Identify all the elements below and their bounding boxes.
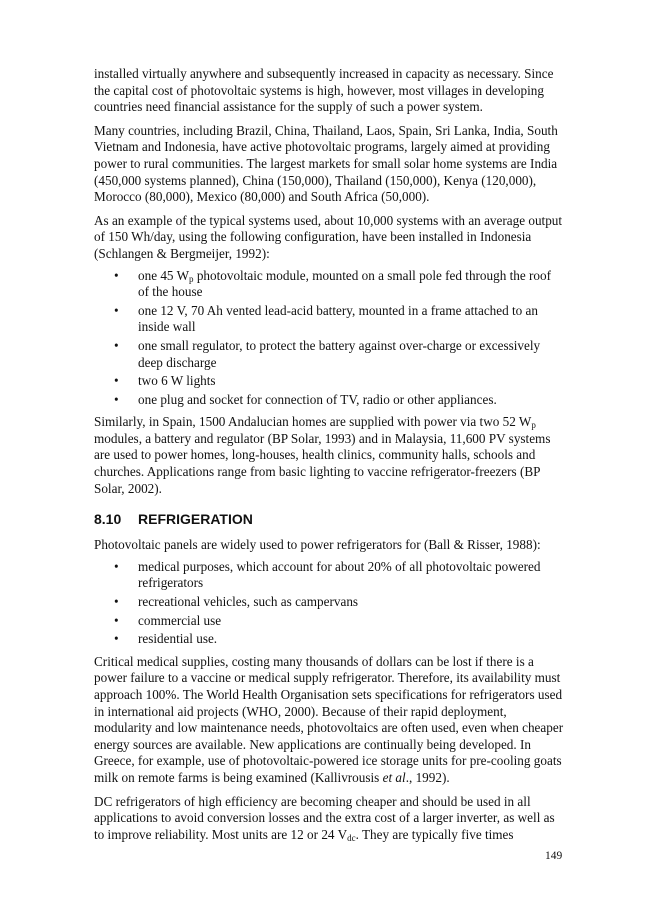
list-item: • two 6 W lights xyxy=(114,373,216,389)
list-item: • residential use. xyxy=(114,631,218,647)
bullet-icon: • xyxy=(114,302,119,318)
section-number: 8.10 xyxy=(94,511,122,528)
paragraph-countries: Many countries, including Brazil, China, Thailand, Laos, Spain, Sri Lanka, India, South Vietnam and Indonesia, have active photovoltaic programs, largely aimed at providing power to rural communities. The largest markets for small solar home systems are India (450,000 systems planned), China (150,000), Thailand (150,000), Kenya (120,000), Morocco (80,000), Mexico (80,000) and South Africa (50,000). xyxy=(94,122,558,205)
page-body xyxy=(94,66,564,850)
bullet-icon: • xyxy=(114,631,119,647)
list-item: • one 45 $W_p$ photovoltaic module, mounted on a small pole fed through the roof of the house xyxy=(114,267,551,300)
section-title: REFRIGERATION xyxy=(138,511,253,528)
list-item: • one small regulator, to protect the battery against over-charge or excessively deep discharge xyxy=(114,337,541,370)
section-heading xyxy=(94,511,564,528)
list-item: • recreational vehicles, such as campervans xyxy=(114,594,359,610)
bullet-icon: • xyxy=(114,594,119,610)
paragraph-intro: installed virtually anywhere and subsequently increased in capacity as necessary. Since the capital cost of photovoltaic systems is high, however, most villages in developing countries need financial assistance for the supply of such a power system. xyxy=(94,66,554,115)
paragraph-spain-malaysia: Similarly, in Spain, 1500 Andalucian homes are supplied with power via two 52 $W_p$ modules, a battery and regulator (BP Solar, 1993) and in Malaysia, 11,600 PV systems are used to power homes, long-houses, health clinics, community halls, schools and churches. Applications range from basic lighting to vaccine refrigerator-freezers (BP Solar, 2002). xyxy=(94,414,551,496)
refrigeration-uses-list xyxy=(94,559,564,648)
system-configuration-list xyxy=(94,268,564,409)
bullet-icon: • xyxy=(114,558,119,574)
list-item: • one plug and socket for connection of TV, radio or other appliances. xyxy=(114,391,497,407)
bullet-icon: • xyxy=(114,337,119,353)
bullet-icon: • xyxy=(114,391,119,407)
list-item: • one 12 V, 70 Ah vented lead-acid battery, mounted in a frame attached to an inside wall xyxy=(114,302,539,335)
page-number: 149 xyxy=(545,850,563,862)
bullet-icon: • xyxy=(114,267,119,283)
list-item: • commercial use xyxy=(114,612,222,628)
list-item: • medical purposes, which account for about 20% of all photovoltaic powered refrigerators xyxy=(114,558,541,591)
paragraph-dc-refrigerators: DC refrigerators of high efficiency are becoming cheaper and should be used in all applications to avoid conversion losses and the extra cost of a larger inverter, as well as to improve reliability. Most units are 12 or 24 $V_{dc}$. They are typically five times xyxy=(94,793,555,843)
bullet-icon: • xyxy=(114,612,119,628)
paragraph-medical-supplies: Critical medical supplies, costing many thousands of dollars can be lost if there is a power failure to a vaccine or medical supply refrigerator. Therefore, its availability must approach 100%. The World Health Organisation sets specifications for refrigerators used in international aid projects (WHO, 2000). Because of their rapid deployment, modularity and low maintenance needs, photovoltaics are often used, even when cheaper energy sources are available. New applications are continually being developed. In Greece, for example, use of photovoltaic-powered ice storage units for pre-cooling goats milk on remote farms is being examined (Kallivrousis et al., 1992). xyxy=(94,653,564,785)
paragraph-refrigeration-uses: Photovoltaic panels are widely used to power refrigerators for (Ball & Risser, 1988): xyxy=(94,537,541,553)
bullet-icon: • xyxy=(114,373,119,389)
paragraph-example: As an example of the typical systems used, about 10,000 systems with an average output of 150 Wh/day, using the following configuration, have been installed in Indonesia (Schlangen & Bergmeijer, 1992): xyxy=(94,212,563,261)
